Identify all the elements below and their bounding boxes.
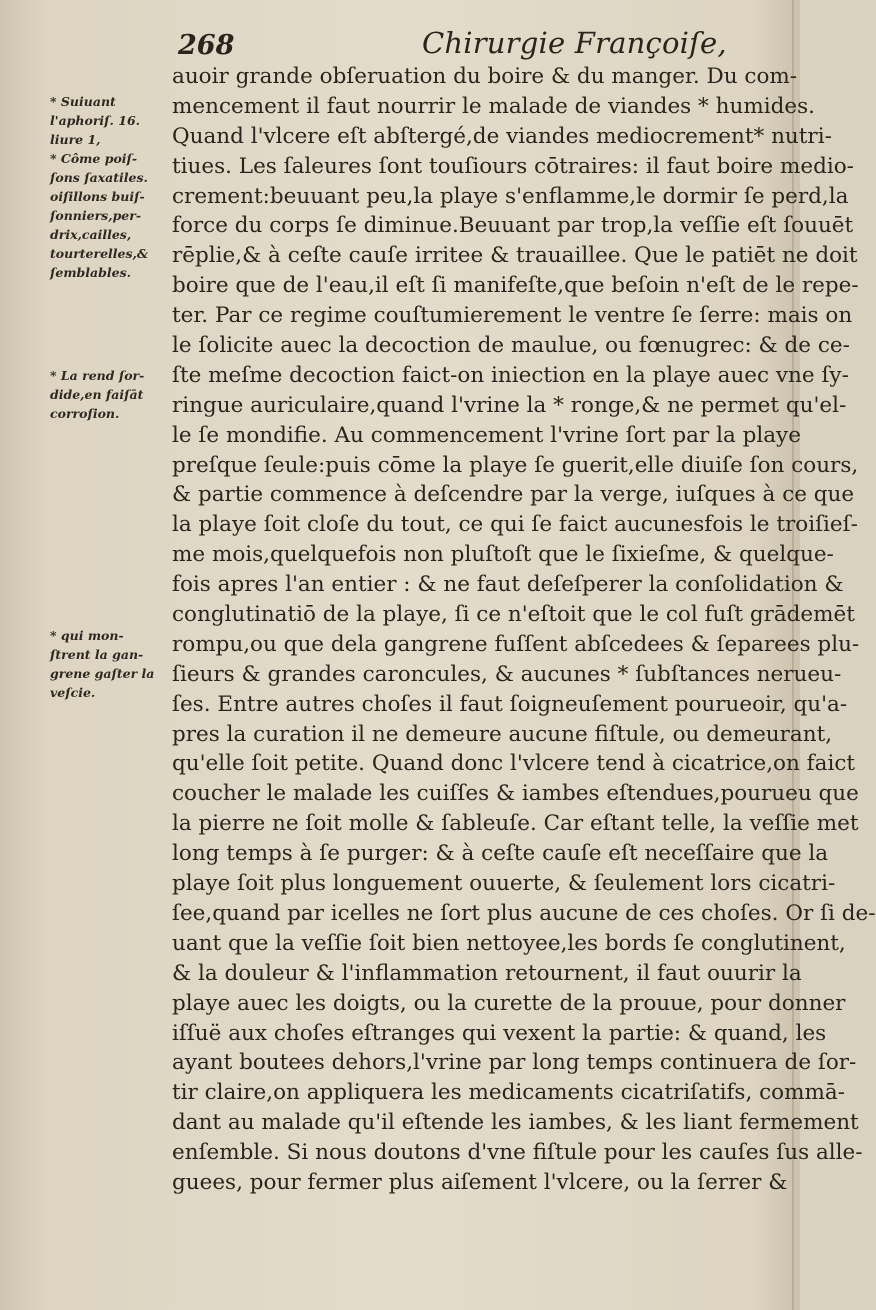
margin-note xyxy=(50,626,168,702)
margin-note-line: drix,cailles, xyxy=(50,227,132,242)
text-line: iſſuë aux choſes eſtranges qui vexent la partie: & quand, les xyxy=(172,1020,827,1046)
margin-note-line: ſtrent la gan- xyxy=(50,647,144,662)
margin-note-line: * qui mon- xyxy=(50,628,124,643)
text-line: playe auec les doigts, ou la curette de la prouue, pour donner xyxy=(172,990,846,1016)
text-line: conglutinatiō de la playe, ſi ce n'eſtoit que le col fuſt grādemēt xyxy=(172,602,855,628)
margin-note-line: grene gaſter la xyxy=(50,666,155,681)
margin-note-line: tourterelles,& xyxy=(50,246,149,261)
margin-note xyxy=(50,92,168,282)
text-line: playe ſoit plus longuement ouuerte, & ſeulement lors cicatri- xyxy=(172,871,836,897)
margin-note-line: liure 1, xyxy=(50,132,101,147)
text-line: mencement il faut nourrir le malade de viandes * humides. xyxy=(172,93,815,119)
margin-note-line: dide,en faiſāt xyxy=(50,387,144,402)
text-line: auoir grande obſeruation du boire & du manger. Du com- xyxy=(172,64,798,89)
text-line: preſque ſeule:puis cōme la playe ſe guerit,elle diuiſe ſon cours, xyxy=(172,452,859,478)
text-line: Quand l'vlcere eſt abſtergé,de viandes mediocrement* nutri- xyxy=(172,123,832,149)
text-line: uant que la veſſie ſoit bien nettoyee,les bords ſe conglutinent, xyxy=(172,930,846,956)
text-line: long temps à ſe purger: & à ceſte cauſe eſt neceſſaire que la xyxy=(172,841,829,867)
text-line: me mois,quelquefois non pluſtoſt que le ſixieſme, & quelque- xyxy=(172,542,834,568)
margin-note xyxy=(50,366,168,423)
margin-note-line: ſemblables. xyxy=(50,265,131,280)
margin-note-line: ſons ſaxatiles. xyxy=(50,170,148,185)
text-line: ayant boutees dehors,l'vrine par long temps continuera de ſor- xyxy=(172,1050,857,1076)
margin-note-line: * La rend ſor- xyxy=(50,368,145,383)
text-line: la pierre ne ſoit molle & ſableuſe. Car eſtant telle, la veſſie met xyxy=(172,811,859,837)
text-line: crement:beuuant peu,la playe s'enflamme,le dormir ſe perd,la xyxy=(172,183,849,209)
text-line: ter. Par ce regime couſtumierement le ventre ſe ſerre: mais on xyxy=(172,303,853,329)
page-header xyxy=(0,26,800,66)
running-title: Chirurgie Françoiſe, xyxy=(422,26,727,60)
text-line: & la douleur & l'inflammation retournent, il faut ouurir la xyxy=(172,960,802,986)
page-number: 268 xyxy=(178,30,235,61)
margin-note-line: oiſillons buiſ- xyxy=(50,189,145,204)
text-line: pres la curation il ne demeure aucune fiſtule, ou demeurant, xyxy=(172,721,833,747)
margin-note-line: ſonniers,per- xyxy=(50,208,142,223)
text-line: tiues. Les ſaleures ſont touſiours cōtraires: il faut boire medio- xyxy=(172,153,854,179)
text-line: la playe ſoit cloſe du tout, ce qui ſe faict aucunesfois le troiſieſ- xyxy=(172,512,858,538)
text-line: ſte meſme decoction faict-on iniection en la playe auec vne ſy- xyxy=(172,362,849,388)
text-line: force du corps ſe diminue.Beuuant par trop,la veſſie eſt ſouuēt xyxy=(172,213,854,239)
margin-note-line: corroſion. xyxy=(50,406,120,421)
text-line: enſemble. Si nous doutons d'vne fiſtule pour les cauſes ſus alle- xyxy=(172,1140,863,1166)
text-line: le ſolicite auec la decoction de maulue, ou fœnugrec: & de ce- xyxy=(172,333,850,359)
text-line: coucher le malade les cuiſſes & iambes eſtendues,pourueu que xyxy=(172,781,859,807)
body-text xyxy=(172,62,876,1198)
margin-note-line: * Côme poiſ- xyxy=(50,151,138,166)
text-line: le ſe mondifie. Au commencement l'vrine ſort par la playe xyxy=(172,422,801,448)
text-line: ringue auriculaire,quand l'vrine la * ronge,& ne permet qu'el- xyxy=(172,392,847,418)
margin-note-line: l'aphoriſ. 16. xyxy=(50,113,141,128)
text-line: dant au malade qu'il eſtende les iambes, & les liant fermement xyxy=(172,1110,859,1136)
text-line: fois apres l'an entier : & ne faut deſeſperer la conſolidation & xyxy=(172,572,844,598)
text-line: guees, pour fermer plus aiſement l'vlcere, ou la ſerrer & xyxy=(172,1169,788,1195)
text-line: qu'elle ſoit petite. Quand donc l'vlcere tend à cicatrice,on faict xyxy=(172,751,856,777)
text-line: rompu,ou que dela gangrene fuſſent abſcedees & ſeparees plu- xyxy=(172,631,860,657)
text-line: ſes. Entre autres choſes il faut ſoigneuſement pourueoir, qu'a- xyxy=(172,691,848,717)
text-line: rēplie,& à ceſte cauſe irritee & trauaillee. Que le patiēt ne doit xyxy=(172,243,858,269)
text-line: boire que de l'eau,il eſt ſi manifeſte,que beſoin n'eſt de le repe- xyxy=(172,273,859,299)
text-line: ſee,quand par icelles ne ſort plus aucune de ces choſes. Or ſi de- xyxy=(172,900,876,926)
text-line: tir claire,on appliquera les medicaments cicatriſatifs, commā- xyxy=(172,1080,845,1106)
text-line: & partie commence à deſcendre par la verge, iuſques à ce que xyxy=(172,482,855,508)
margin-note-line: veſcie. xyxy=(50,685,96,700)
margin-note-line: * Suiuant xyxy=(50,94,116,109)
text-line: ſieurs & grandes caroncules, & aucunes * ſubſtances nerueu- xyxy=(172,661,842,687)
